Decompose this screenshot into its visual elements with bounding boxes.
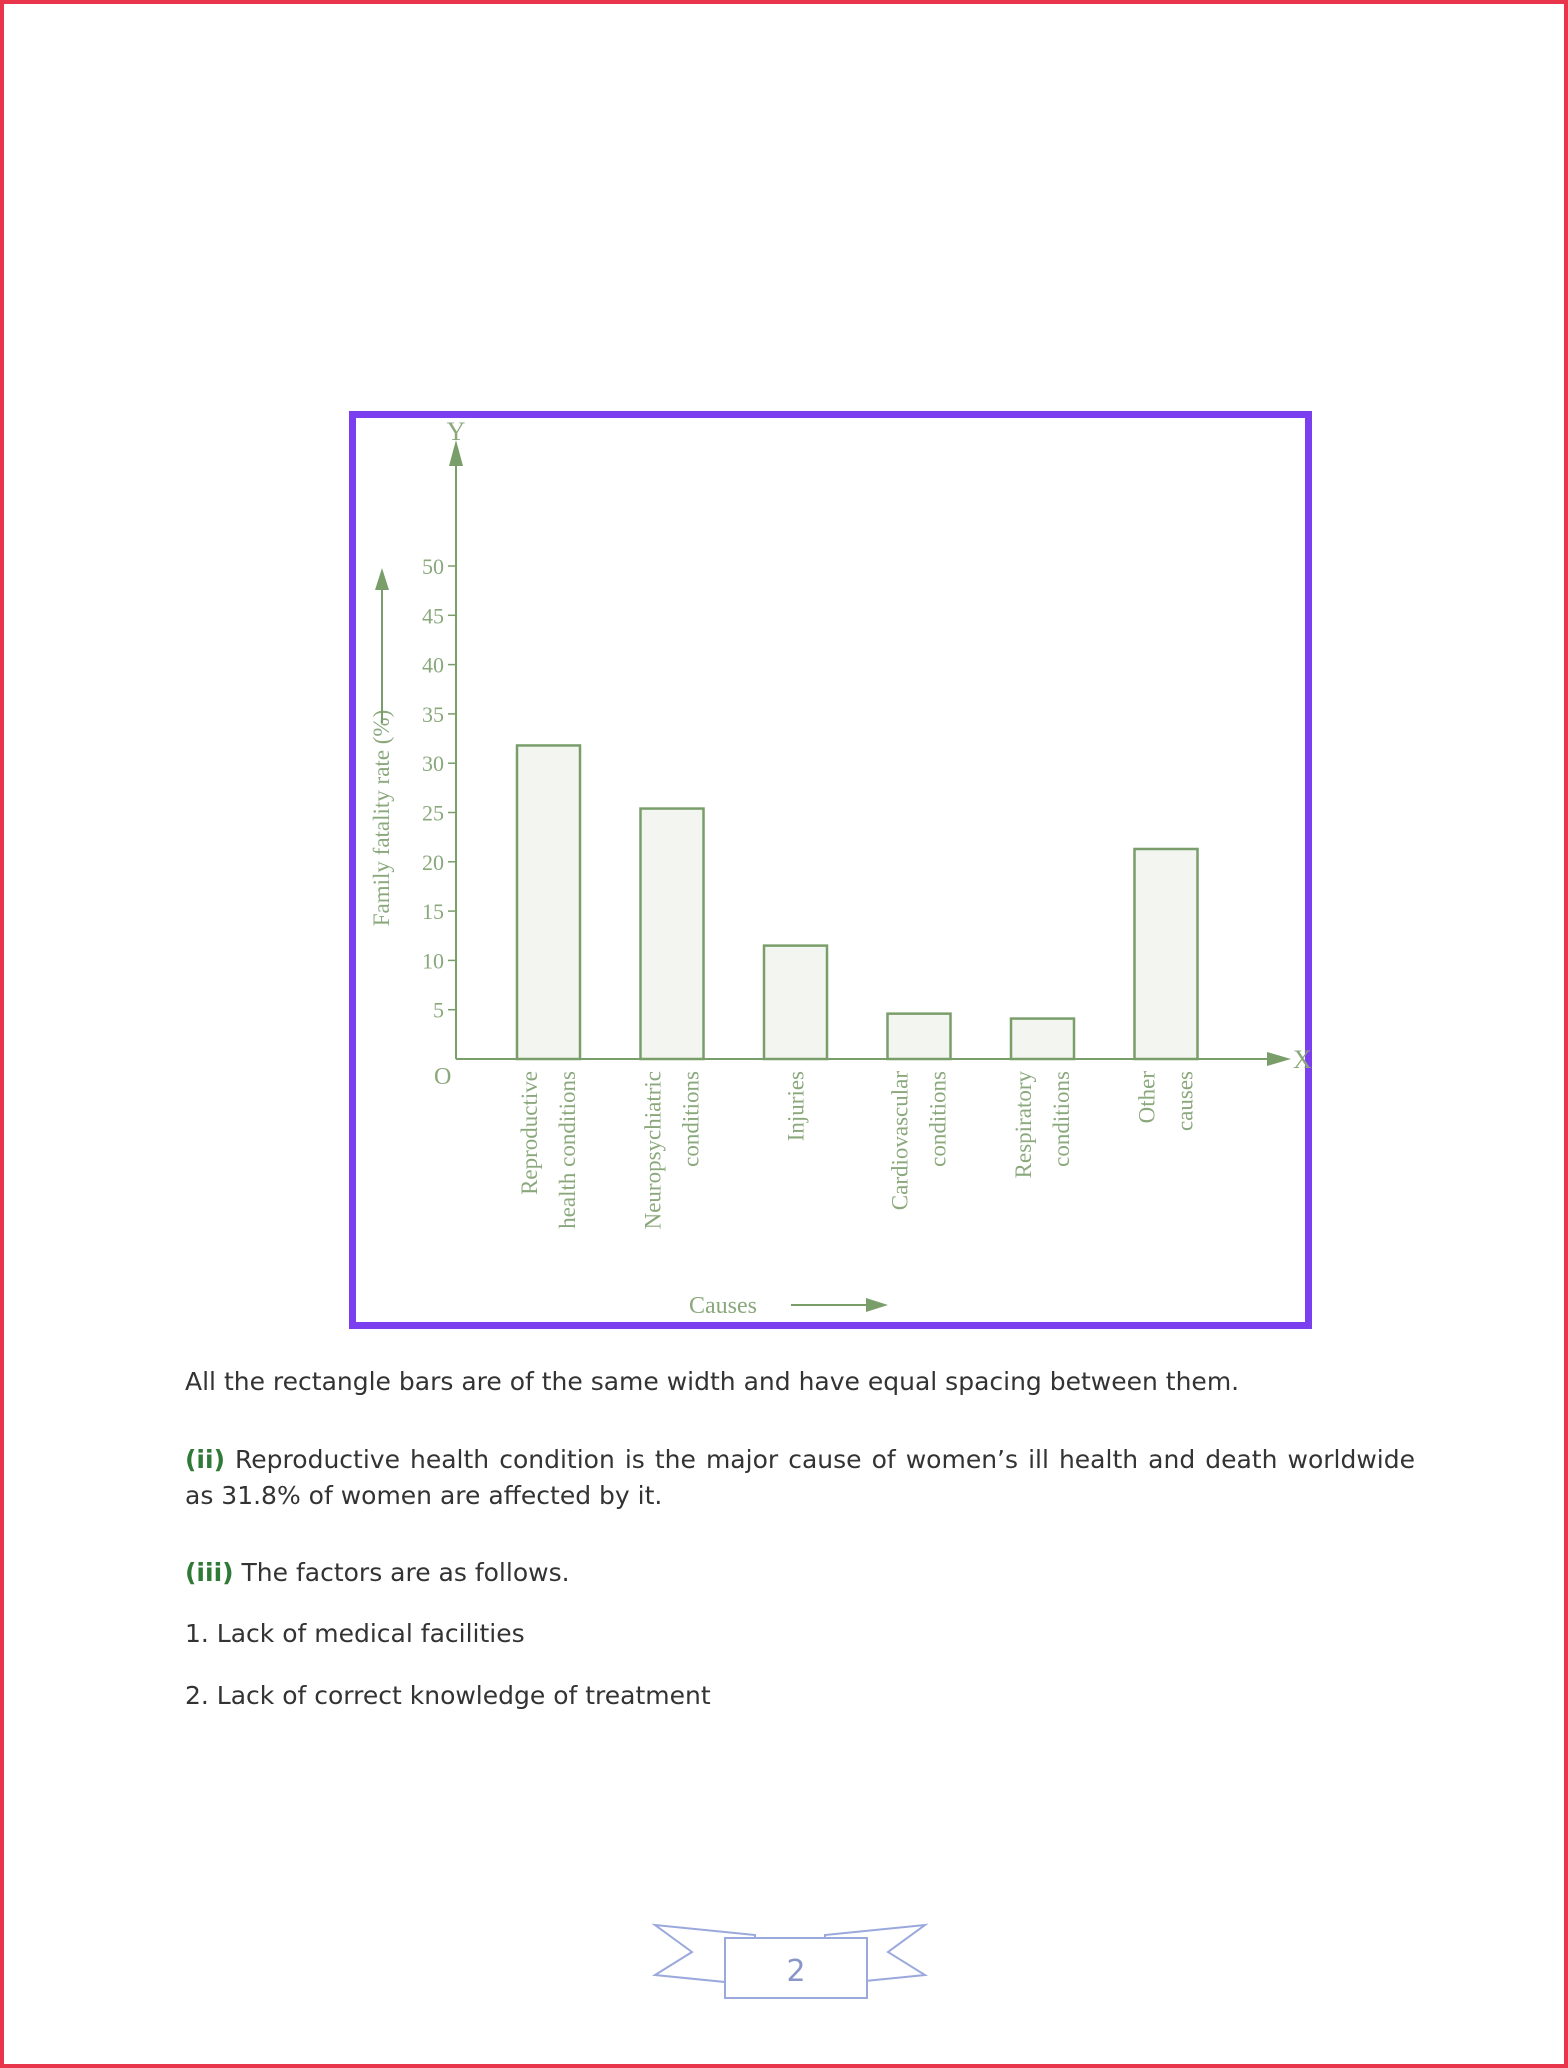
bar: [1011, 1019, 1074, 1059]
bar: [1135, 849, 1198, 1059]
x-tick-label: health conditions: [555, 1071, 580, 1229]
label-iii: (iii): [185, 1558, 234, 1587]
x-tick-label: conditions: [925, 1071, 951, 1167]
x-tick-label: Injuries: [783, 1071, 809, 1142]
x-axis-label: Causes: [689, 1293, 757, 1319]
y-tick-label: 20: [422, 849, 444, 875]
y-tick-label: 35: [422, 701, 444, 727]
y-axis-label: Family fatality rate (%): [369, 709, 394, 927]
page-number: 2: [786, 1954, 806, 1989]
bar: [517, 745, 580, 1059]
y-tick-label: 30: [422, 751, 444, 777]
bar: [888, 1014, 951, 1059]
origin-label: O: [434, 1064, 452, 1090]
list-item-2: 2. Lack of correct knowledge of treatment: [185, 1681, 711, 1710]
y-tick-label: 10: [422, 948, 444, 974]
y-tick-label: 25: [422, 800, 444, 826]
y-tick-label: 40: [422, 652, 444, 678]
y-tick-label: 45: [422, 603, 444, 629]
x-tick-label: Reproductive: [517, 1071, 542, 1195]
x-tick-label: conditions: [678, 1071, 704, 1167]
y-tick-label: 50: [422, 554, 444, 579]
page-number-ribbon: [640, 1905, 940, 2009]
paragraph-ii-text: Reproductive health condition is the major cause of women’s ill health and death worldwide as 31.8% of women are affected by it.: [185, 1445, 1415, 1510]
list-item-1: 1. Lack of medical facilities: [185, 1619, 525, 1648]
paragraph-bars-description: All the rectangle bars are of the same width and have equal spacing between them.: [185, 1367, 1240, 1396]
label-ii: (ii): [185, 1445, 225, 1474]
bar: [641, 809, 704, 1059]
x-tick-label: Other: [1134, 1071, 1160, 1124]
y-tick-label: 15: [422, 899, 444, 925]
x-tick-label: Respiratory: [1011, 1071, 1036, 1179]
bar: [764, 946, 827, 1059]
x-tick-label: Neuropsychiatric: [640, 1071, 666, 1230]
x-tick-label: conditions: [1049, 1071, 1074, 1167]
x-label-arrow-icon: [866, 1298, 888, 1312]
chart-frame: [349, 411, 1312, 1329]
x-axis-letter: X: [1293, 1045, 1312, 1074]
x-axis-arrow-icon: [1267, 1052, 1291, 1066]
paragraph-iii: [185, 1555, 1415, 1591]
bar-chart: [356, 417, 1312, 1322]
y-axis-letter: Y: [446, 417, 466, 446]
y-tick-label: 5: [433, 997, 444, 1023]
y-label-arrow-icon: [375, 568, 389, 590]
x-tick-label: causes: [1172, 1071, 1198, 1132]
paragraph-ii: [185, 1442, 1415, 1514]
paragraph-iii-text: The factors are as follows.: [233, 1558, 570, 1587]
x-tick-label: Cardiovascular: [887, 1071, 913, 1211]
